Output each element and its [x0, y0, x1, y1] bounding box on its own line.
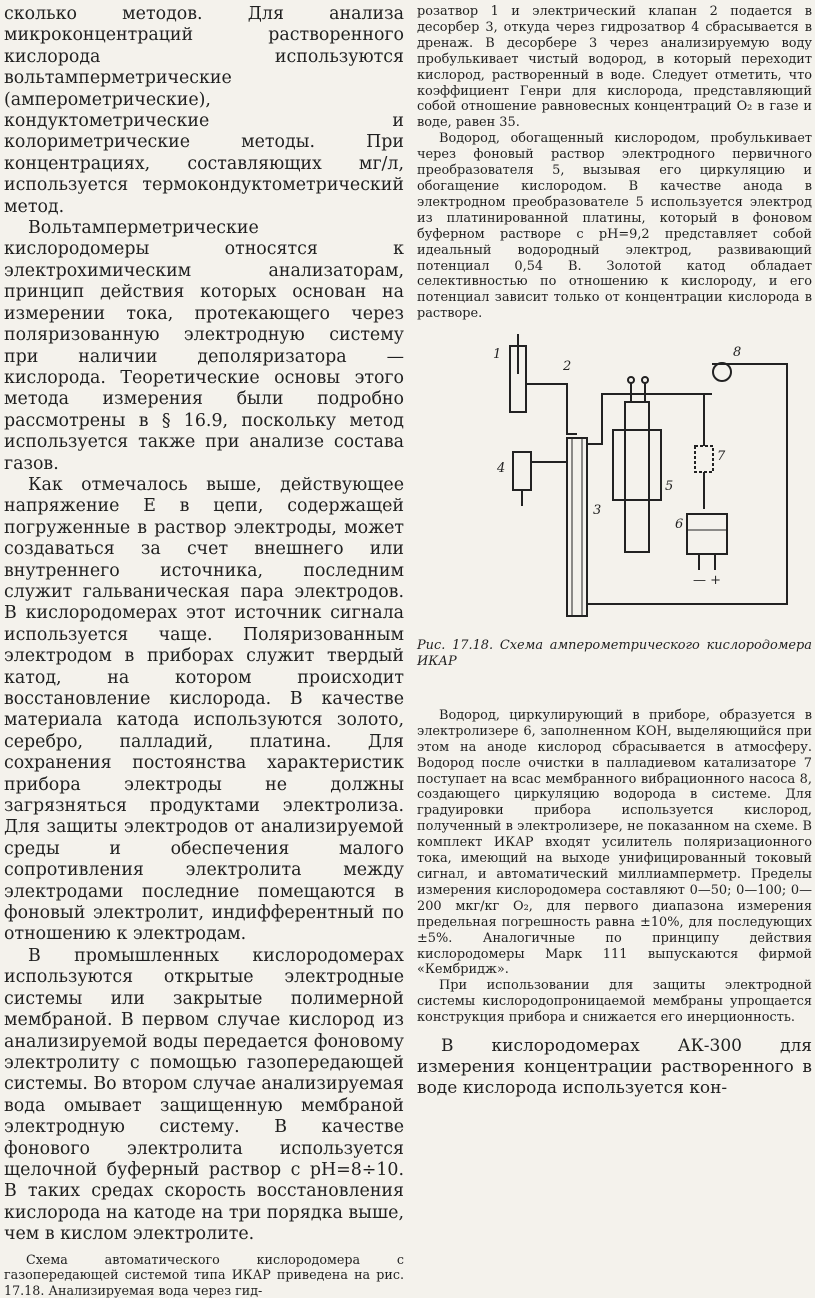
- hydrolock-4: [513, 452, 531, 490]
- paragraph: Водород, циркулирующий в приборе, образуется в электролизере 6, заполненном КОН, выделяющийся при этом на аноде кислород сбрасывается в атмосферу. Водород после очистки в палладиевом катализаторе 7 поступает на всас мембранного вибрационного насоса 8, создающего циркуляцию водорода в системе. Для градуировки прибора используется кислород, полученный в электролизере, не показанном на схеме. В комплект ИКАР входят усилитель поляризационного тока, имеющий на выходе унифицированный токовый сигнал, и автоматический миллиамперметр. Пределы измерения кислородомера составляют 0—50; 0—100; 0—200 мкг/кг O₂, для первого диапазона измерения предельная погрешность равна ±10%, для последующих ±5%. Аналогичные по принципу действия кислородомеры Марк 111 выпускаются фирмой «Кембридж».: [417, 707, 812, 978]
- polarity-label: — +: [693, 573, 722, 589]
- catalyst-7: [695, 446, 713, 472]
- paragraph: В промышленных кислородомерах используются открытые электродные системы или закрытые полимерной мембраной. В первом случае кислород из анализируемой воды передается фоновому электролиту с помощью газопередающей системы. Во втором случае анализируемая вода омывает защищенную мембраной электродную систему. В качестве фонового электролита используется щелочной буферный раствор с pH=8÷10. В таких средах скорость восстановления кислорода на катоде на три порядка выше, чем в кислом электролите.: [4, 945, 404, 1245]
- figure-diagram: [417, 334, 812, 634]
- paragraph: розатвор 1 и электрический клапан 2 подается в десорбер 3, откуда через гидрозатвор 4 сбрасывается в дренаж. В десорбере 3 через анализируемую воду пробулькивает чистый водород, в который переходит кислород, растворенный в воде. Следует отметить, что коэффициент Генри для кислорода, представляющий собой отношение равновесных концентраций O₂ в газе и воде, равен 35.: [417, 4, 812, 131]
- paragraph: При использовании для защиты электродной системы кислородопроницаемой мембраны упрощается конструкция прибора и снижается его инерционность.: [417, 978, 812, 1026]
- pump-8: [713, 363, 731, 381]
- figure-caption: Рис. 17.18. Схема амперометрического кислородомера ИКАР: [417, 638, 812, 670]
- label-5: 5: [665, 479, 674, 495]
- left-column: [4, 4, 404, 1298]
- oxygen-meter-schematic: [417, 334, 812, 634]
- label-3: 3: [593, 503, 602, 519]
- desorber-3: [567, 438, 587, 616]
- label-8: 8: [733, 345, 742, 361]
- label-1: 1: [493, 347, 502, 363]
- converter-5: [625, 402, 649, 552]
- paragraph: Как отмечалось выше, действующее напряжение E в цепи, содержащей погруженные в раствор электроды, может создаваться за счет внешнего или внутреннего источника, последним служит гальваническая пара электродов. В кислородомерах этот источник сигнала используется чаще. Поляризованным электродом в приборах служит твердый катод, на котором происходит восстановление кислорода. В качестве материала катода используются золото, серебро, палладий, платина. Для сохранения постоянства характеристик прибора электроды не должны загрязняться продуктами электролиза. Для защиты электродов от анализируемой среды и обеспечения малого сопротивления электролита между электродами последние помещаются в фоновый электролит, индифферентный по отношению к электродам.: [4, 474, 404, 945]
- label-2: 2: [563, 359, 572, 375]
- paragraph: В кислородомерах АК-300 для измерения концентрации растворенного в воде кислорода используется кон-: [417, 1036, 812, 1099]
- label-4: 4: [497, 461, 506, 477]
- paragraph: Водород, обогащенный кислородом, пробулькивает через фоновый раствор электродного первичного преобразователя 5, вызывая его циркуляцию и обогащение кислородом. В качестве анода в электродном преобразователе 5 используется электрод из платинированной платины, который в фоновом буферном растворе с pH=9,2 представляет собой идеальный водородный электрод, развивающий потенциал 0,54 В. Золотой катод обладает селективностью по отношению к кислороду, и его потенциал зависит только от концентрации кислорода в растворе.: [417, 131, 812, 322]
- paragraph: сколько методов. Для анализа микроконцентраций растворенного кислорода используются вольтамперметрические (амперометрические), кондуктометрические и колориметрические методы. При концентрациях, составляющих мг/л, используется термокондуктометрический метод.: [4, 4, 404, 217]
- paragraph: Вольтамперметрические кислородомеры относятся к электрохимическим анализаторам, принцип действия которых основан на измерении тока, протекающего через поляризованную электродную систему при наличии деполяризатора — кислорода. Теоретические основы этого метода измерения были подробно рассмотрены в § 16.9, поскольку метод используется также при анализе состава газов.: [4, 218, 404, 474]
- right-column: [417, 4, 812, 1099]
- label-7: 7: [717, 449, 726, 465]
- electrolyzer-6: [687, 514, 727, 554]
- label-6: 6: [675, 517, 684, 533]
- figure-reference-note: Схема автоматического кислородомера с газопередающей системой типа ИКАР приведена на рис. 17.18. Анализируемая вода через гид-: [4, 1251, 404, 1298]
